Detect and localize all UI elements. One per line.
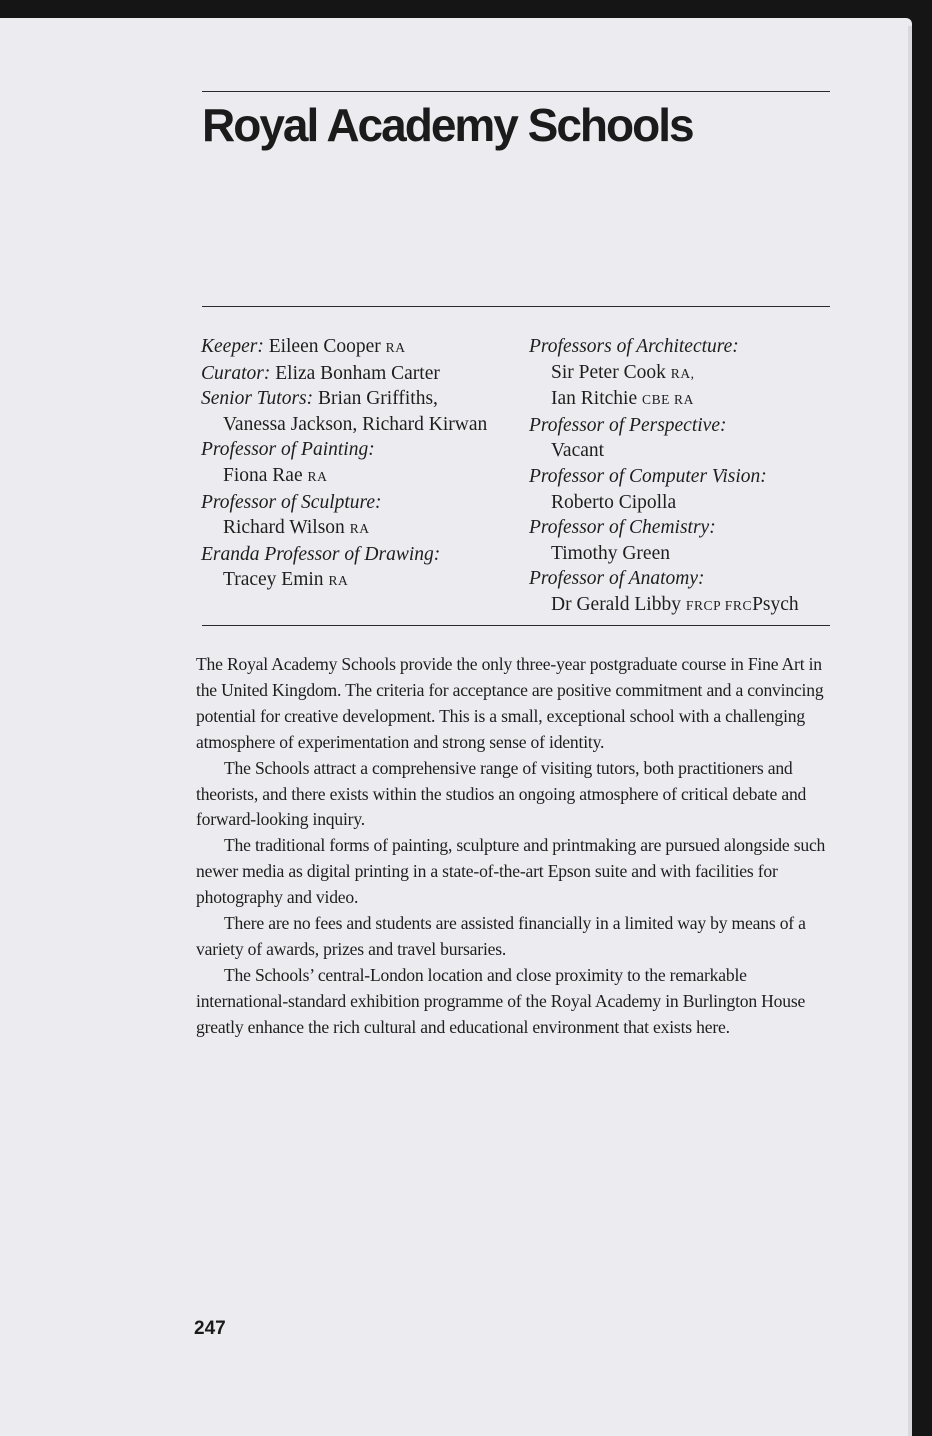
staff-entry-professor-painting: Professor of Painting: Fiona Rae RA [201,439,375,486]
staff-name: Richard Wilson [223,517,345,539]
staff-name: Tracey Emin [223,569,324,591]
staff-entry-professor-anatomy: Professor of Anatomy: Dr Gerald Libby FRCP FRCPsych [529,568,799,615]
staff-name: Dr Gerald Libby [551,593,681,615]
staff-honours: RA, [670,365,695,381]
staff-column-left [201,334,531,594]
staff-name: Vacant [551,440,605,462]
staff-honours: RA [328,573,349,589]
staff-name: Sir Peter Cook [551,361,666,383]
staff-entry-professor-computer-vision: Professor of Computer Vision: Roberto Cipolla [529,464,859,515]
staff-name: Eileen Cooper [268,336,381,357]
staff-honours-tail: Psych [752,593,799,615]
body-paragraph: The Schools’ central-London location and close proximity to the remarkable international-standard exhibition programme of the Royal Academy in Burlington House greatly enhance the rich cultural and educational environment that exists here. [196,964,806,1037]
staff-name: Timothy Green [551,542,670,564]
staff-honours: FRCP FRC [685,597,753,613]
staff-role: Professor of Chemistry [529,517,710,539]
body-paragraph: The Schools attract a comprehensive range of visiting tutors, both practitioners and theorists, and there exists within the studios an ongoing atmosphere of critical debate and forward-looking inquiry. [196,757,807,830]
staff-role: Professor of Perspective [529,414,720,436]
staff-entry-professor-chemistry: Professor of Chemistry: Timothy Green [529,515,859,566]
staff-role: Professor of Painting [201,439,369,461]
staff-entry-professors-architecture: Professors of Architecture: Sir Peter Cook RA, Ian Ritchie CBE RA [529,336,739,410]
staff-entry-professor-drawing: Eranda Professor of Drawing: Tracey Emin RA [201,543,441,591]
body-paragraph: The traditional forms of painting, sculpture and printmaking are pursued alongside such newer media as digital printing in a state-of-the-art Epson suite and with facilities for photography and video. [196,835,826,908]
top-rule [202,91,830,92]
page-title: Royal Academy Schools [202,99,693,151]
body-paragraph: There are no fees and students are assisted financially in a limited way by means of a variety of awards, prizes and travel bursaries. [196,913,806,959]
staff-role: Professors of Architecture [529,336,733,357]
page-number: 247 [194,1318,226,1339]
body-text [196,652,836,1041]
staff-entry-senior-tutors: Senior Tutors: Brian Griffiths, Vanessa Jackson, Richard Kirwan [201,386,531,437]
staff-entry-curator: Curator: Eliza Bonham Carter [201,362,440,384]
staff-name: Fiona Rae [223,464,303,486]
staff-honours: CBE RA [641,392,694,408]
staff-name: Ian Ritchie [551,388,638,410]
staff-entry-professor-perspective: Professor of Perspective: Vacant [529,413,859,464]
staff-name: Brian Griffiths, [318,388,438,410]
staff-entry-keeper: Keeper: Eileen Cooper RA [201,336,406,357]
body-paragraph: The Royal Academy Schools provide the only three-year postgraduate course in Fine Art in the United Kingdom. The criteria for acceptance are positive commitment and a convincing potential for creative development. This is a small, exceptional school with a challenging atmosphere of experimentation and strong sense of identity. [196,654,824,752]
staff-role: Keeper [201,336,258,357]
body-top-rule [202,625,830,626]
staff-role: Professor of Anatomy [529,568,698,590]
staff-honours: RA [385,340,406,355]
staff-role: Professor of Computer Vision [529,465,761,487]
staff-column-right [529,334,859,619]
staff-role: Eranda Professor of Drawing [201,543,434,565]
staff-honours: RA [349,521,370,537]
staff-role: Professor of Sculpture [201,491,376,513]
page-edge [908,26,912,1436]
book-page [0,18,912,1436]
staff-top-rule [202,306,830,307]
staff-name: Eliza Bonham Carter [275,362,440,384]
staff-role: Senior Tutors [201,388,307,410]
staff-honours: RA [307,468,328,484]
staff-name: Vanessa Jackson, Richard Kirwan [223,413,488,435]
staff-entry-professor-sculpture: Professor of Sculpture: Richard Wilson RA [201,491,382,539]
staff-name: Roberto Cipolla [551,491,677,513]
staff-role: Curator [201,362,264,384]
